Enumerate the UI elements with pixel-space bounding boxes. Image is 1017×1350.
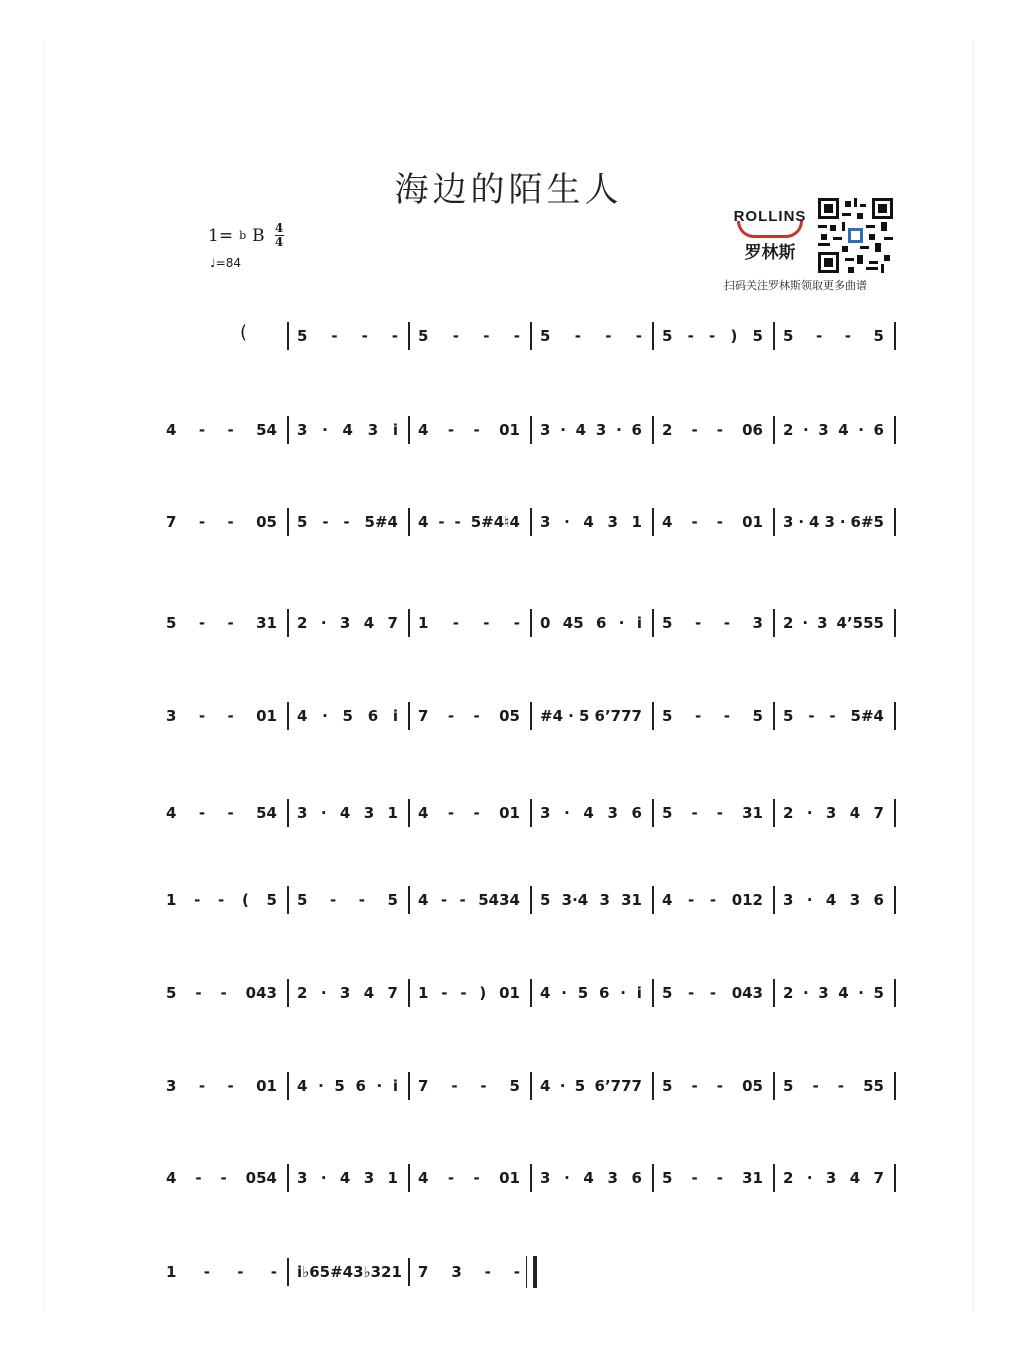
barline <box>287 799 289 827</box>
measure-notes: 5 - - 05 <box>662 1077 763 1095</box>
measure <box>777 696 890 736</box>
measure <box>412 1066 526 1106</box>
score-row <box>0 793 1017 833</box>
barline <box>287 1164 289 1192</box>
measure <box>656 696 769 736</box>
barline <box>894 508 896 536</box>
barline <box>287 508 289 536</box>
measure <box>656 1066 769 1106</box>
measure <box>291 1066 404 1106</box>
barline <box>894 1164 896 1192</box>
tempo-marking: ♩=84 <box>210 256 241 270</box>
measure-notes: 5 - - 5#4 <box>783 707 884 725</box>
measure-notes: 1 - - ) 01 <box>418 984 520 1002</box>
barline <box>894 886 896 914</box>
measure-notes: 5 - - 5#4 <box>297 513 398 531</box>
measure-notes: 1 - - - <box>418 614 520 632</box>
measure-notes: 2 · 3 4 7 <box>783 804 884 822</box>
measure-notes: 5 - - ) 5 <box>662 327 763 345</box>
measure-notes: 4 · 5 6 i <box>297 707 398 725</box>
measure <box>412 1252 526 1292</box>
measure-notes: 5 - - - <box>418 327 520 345</box>
measure <box>291 316 404 356</box>
barline <box>530 508 532 536</box>
scan-caption: 扫码关注罗林斯领取更多曲谱 <box>724 279 867 292</box>
time-signature <box>275 223 284 248</box>
score-row <box>0 1066 1017 1106</box>
measure <box>412 880 526 920</box>
measure <box>160 973 283 1013</box>
barline <box>652 609 654 637</box>
measure <box>160 793 283 833</box>
barline <box>287 979 289 1007</box>
barline <box>652 508 654 536</box>
measure <box>534 1158 648 1198</box>
measure <box>534 793 648 833</box>
measure-notes: 1 - - ( 5 <box>166 891 277 909</box>
measure-notes: 4 - - 54 <box>166 804 277 822</box>
barline <box>408 702 410 730</box>
measure-notes: 3 · 4 3 6 <box>540 804 642 822</box>
measure <box>534 603 648 643</box>
measure-notes: #4 · 5 6’777 <box>540 707 642 725</box>
barline <box>773 416 775 444</box>
measure-notes: 3 - - 01 <box>166 1077 277 1095</box>
barline <box>773 609 775 637</box>
measure <box>656 1158 769 1198</box>
barline <box>530 1164 532 1192</box>
brand-name: ROLLINS <box>733 208 807 225</box>
measure-notes: 5 - - 5 <box>297 891 398 909</box>
measure <box>291 502 404 542</box>
measure <box>160 410 283 450</box>
measure <box>534 1066 648 1106</box>
measure-notes: 7 - - 05 <box>166 513 277 531</box>
score-row <box>0 603 1017 643</box>
barline <box>773 508 775 536</box>
measure <box>777 793 890 833</box>
measure-notes: 5 - - 55 <box>783 1077 884 1095</box>
measure-notes: 2 · 3 4 · 5 <box>783 984 884 1002</box>
measure-notes: 7 - - 05 <box>418 707 520 725</box>
barline <box>408 979 410 1007</box>
measure-notes: 5 - - - <box>540 327 642 345</box>
measure <box>534 880 648 920</box>
barline <box>652 702 654 730</box>
measure-notes: 2 · 3 4 7 <box>783 1169 884 1187</box>
measure <box>656 316 769 356</box>
barline <box>773 702 775 730</box>
qr-code-icon[interactable] <box>818 198 893 273</box>
score-row <box>0 316 1017 356</box>
measure-notes: 7 3 - - <box>418 1263 520 1281</box>
measure-notes: 4 - - 5#4♮4 <box>418 513 520 531</box>
measure-notes: 4 · 5 6 · i <box>540 984 642 1002</box>
measure-notes: i♭6 5#4 3♭32 1 <box>297 1263 402 1281</box>
measure <box>160 880 283 920</box>
barline <box>530 886 532 914</box>
measure <box>777 410 890 450</box>
barline <box>652 799 654 827</box>
measure-notes: 1 - - - <box>166 1263 277 1281</box>
brand-chinese-name: 罗林斯 <box>744 243 796 263</box>
measure <box>160 502 283 542</box>
measure <box>412 316 526 356</box>
measure <box>291 793 404 833</box>
key-prefix: 1= <box>208 225 234 246</box>
measure <box>534 316 648 356</box>
barline <box>408 799 410 827</box>
barline <box>652 979 654 1007</box>
measure <box>656 603 769 643</box>
measure <box>777 1158 890 1198</box>
measure-notes: 4 · 5 6 · i <box>297 1077 398 1095</box>
measure-notes: 3 · 4 3 i <box>297 421 398 439</box>
barline <box>773 1164 775 1192</box>
barline <box>408 508 410 536</box>
measure <box>534 410 648 450</box>
barline <box>894 609 896 637</box>
measure <box>412 603 526 643</box>
measure-notes: 5 - - 043 <box>662 984 763 1002</box>
barline <box>408 609 410 637</box>
score-row <box>0 973 1017 1013</box>
barline <box>287 1072 289 1100</box>
measure-notes: 7 - - 5 <box>418 1077 520 1095</box>
barline <box>894 979 896 1007</box>
barline <box>530 702 532 730</box>
measure-notes: 3 · 4 3 6 <box>783 891 884 909</box>
measure <box>291 880 404 920</box>
song-title: 海边的陌生人 <box>394 170 623 210</box>
measure <box>160 1066 283 1106</box>
measure-notes: 4 - - 012 <box>662 891 763 909</box>
measure <box>777 973 890 1013</box>
measure-notes: 2 · 3 4’555 <box>783 614 884 632</box>
measure <box>777 880 890 920</box>
key-signature <box>208 223 284 248</box>
measure-notes: 4 - - 5434 <box>418 891 520 909</box>
measure <box>656 880 769 920</box>
score-row <box>0 880 1017 920</box>
barline <box>652 886 654 914</box>
measure-notes: 4 - - 01 <box>418 421 520 439</box>
barline <box>773 799 775 827</box>
measure <box>412 1158 526 1198</box>
measure <box>656 410 769 450</box>
intro-paren: ( <box>240 322 248 343</box>
final-barline <box>526 1256 537 1288</box>
score-row <box>0 502 1017 542</box>
measure-notes: 5 3·4 3 31 <box>540 891 642 909</box>
measure-notes: 5 - - 31 <box>662 804 763 822</box>
measure <box>656 502 769 542</box>
measure-notes: 4 - - 054 <box>166 1169 277 1187</box>
measure-notes: 4 - - 54 <box>166 421 277 439</box>
barline <box>530 416 532 444</box>
measure-notes: 5 - - 3 <box>662 614 763 632</box>
measure-notes: 4 - - 01 <box>418 804 520 822</box>
measure-notes: 2 · 3 4 7 <box>297 614 398 632</box>
score-row <box>0 410 1017 450</box>
measure <box>291 1252 404 1292</box>
measure <box>160 696 283 736</box>
measure-notes: 0 45 6 · i <box>540 614 642 632</box>
measure <box>291 410 404 450</box>
measure-notes: 3 · 4 3 1 <box>297 1169 398 1187</box>
barline <box>408 1072 410 1100</box>
measure-notes: 4 - - 01 <box>662 513 763 531</box>
barline <box>894 416 896 444</box>
barline <box>530 1072 532 1100</box>
barline <box>652 322 654 350</box>
measure <box>291 973 404 1013</box>
measure <box>656 793 769 833</box>
barline <box>773 322 775 350</box>
barline <box>773 886 775 914</box>
barline <box>530 979 532 1007</box>
measure <box>777 1066 890 1106</box>
brand-logo <box>724 208 816 263</box>
barline <box>652 416 654 444</box>
measure-notes: 4 · 5 6’777 <box>540 1077 642 1095</box>
barline <box>408 1258 410 1286</box>
barline <box>773 979 775 1007</box>
barline <box>530 322 532 350</box>
barline <box>287 609 289 637</box>
measure-notes: 3 · 4 3 1 <box>540 513 642 531</box>
measure <box>160 1252 283 1292</box>
barline <box>287 702 289 730</box>
measure <box>777 603 890 643</box>
barline <box>894 1072 896 1100</box>
barline <box>287 416 289 444</box>
measure <box>534 973 648 1013</box>
measure <box>412 973 526 1013</box>
barline <box>894 322 896 350</box>
measure <box>412 502 526 542</box>
key-note: B <box>252 225 265 246</box>
measure-notes: 3 - - 01 <box>166 707 277 725</box>
barline <box>287 322 289 350</box>
measure <box>534 696 648 736</box>
score-row <box>0 1252 1017 1292</box>
barline <box>894 702 896 730</box>
measure-notes: 5 - - - <box>297 327 398 345</box>
measure-notes: 4 - - 01 <box>418 1169 520 1187</box>
score-row <box>0 1158 1017 1198</box>
barline <box>287 886 289 914</box>
measure-notes: 3 · 4 3 · 6#5 <box>783 513 884 531</box>
measure-notes: 5 - - 31 <box>662 1169 763 1187</box>
measure <box>412 696 526 736</box>
barline <box>530 799 532 827</box>
barline <box>530 609 532 637</box>
measure <box>777 316 890 356</box>
measure <box>291 603 404 643</box>
measure <box>291 1158 404 1198</box>
measure-notes: 5 - - 31 <box>166 614 277 632</box>
measure <box>160 1158 283 1198</box>
measure <box>534 502 648 542</box>
measure <box>412 410 526 450</box>
barline <box>652 1164 654 1192</box>
measure <box>777 502 890 542</box>
barline <box>652 1072 654 1100</box>
score-row <box>0 696 1017 736</box>
barline <box>408 322 410 350</box>
flat-sign: b <box>239 229 247 242</box>
measure-notes: 5 - - 5 <box>662 707 763 725</box>
measure <box>160 603 283 643</box>
barline <box>408 1164 410 1192</box>
measure-notes: 5 - - 043 <box>166 984 277 1002</box>
meter-bottom: 4 <box>274 235 284 249</box>
measure-notes: 5 - - 5 <box>783 327 884 345</box>
measure <box>656 973 769 1013</box>
measure-notes: 3 · 4 3 1 <box>297 804 398 822</box>
measure-notes: 2 - - 06 <box>662 421 763 439</box>
barline <box>773 1072 775 1100</box>
barline <box>894 799 896 827</box>
barline <box>287 1258 289 1286</box>
barline <box>408 886 410 914</box>
meter-top: 4 <box>274 221 284 235</box>
measure-notes: 3 · 4 3 · 6 <box>540 421 642 439</box>
measure-notes: 2 · 3 4 7 <box>297 984 398 1002</box>
barline <box>408 416 410 444</box>
measure <box>412 793 526 833</box>
measure <box>291 696 404 736</box>
measure-notes: 3 · 4 3 6 <box>540 1169 642 1187</box>
measure-notes: 2 · 3 4 · 6 <box>783 421 884 439</box>
